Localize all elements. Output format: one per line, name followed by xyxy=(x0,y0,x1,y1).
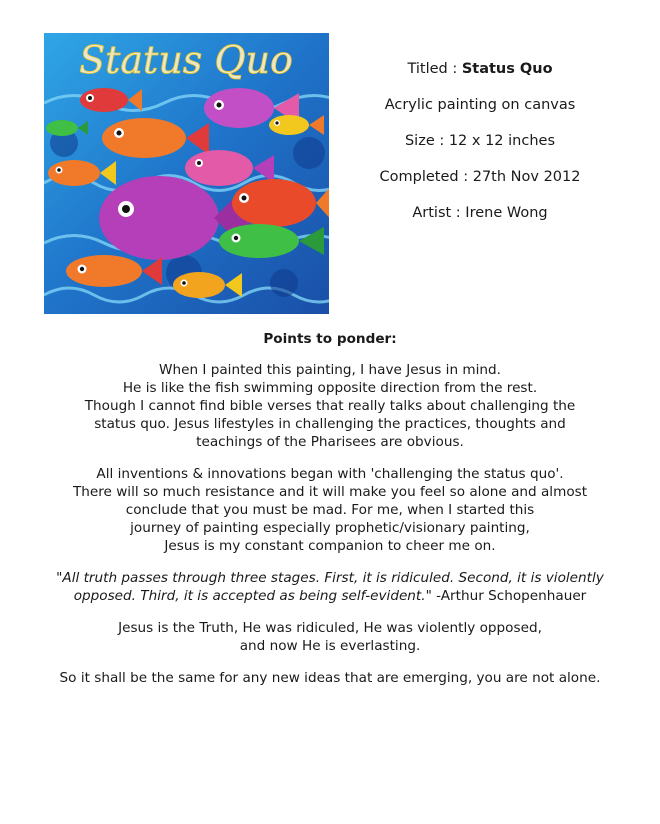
text-line: All inventions & innovations began with 'challenging the status quo'. xyxy=(96,466,564,482)
text-line: journey of painting especially prophetic/visionary painting, xyxy=(130,520,530,536)
text-line: So it shall be the same for any new ideas that are emerging, you are not alone. xyxy=(59,670,601,686)
painting-art xyxy=(44,33,329,314)
paragraph-1 xyxy=(40,361,620,451)
size-line: Size : 12 x 12 inches xyxy=(404,133,556,149)
quote-author: -Arthur Schopenhauer xyxy=(431,588,587,604)
titled-line xyxy=(364,60,596,96)
paragraph-4 xyxy=(40,619,620,655)
text-line: He is like the fish swimming opposite direction from the rest. xyxy=(122,380,538,396)
artist-line: Artist : Irene Wong xyxy=(412,205,548,221)
text-line: Jesus is the Truth, He was ridiculed, He was violently opposed, xyxy=(118,620,542,636)
painting-title-text: Status Quo xyxy=(79,38,293,82)
medium-line: Acrylic painting on canvas xyxy=(384,97,576,113)
titled-value: Status Quo xyxy=(461,61,553,77)
text-line: When I painted this painting, I have Jesus in mind. xyxy=(159,362,501,378)
text-line: There will so much resistance and it will make you feel so alone and almost xyxy=(72,484,588,500)
text-line: conclude that you must be mad. For me, when I started this xyxy=(125,502,535,518)
quote-text: opposed. Third, it is accepted as being self-evident." xyxy=(73,588,432,604)
quote-line xyxy=(40,587,620,605)
completed-line: Completed : 27th Nov 2012 xyxy=(379,169,581,185)
quote-line: "All truth passes through three stages. First, it is ridiculed. Second, it is violently xyxy=(56,570,604,586)
text-line: Jesus is my constant companion to cheer me on. xyxy=(164,538,496,554)
artwork-details xyxy=(364,60,596,240)
text-line: status quo. Jesus lifestyles in challenging the practices, thoughts and xyxy=(94,416,566,432)
titled-label: Titled : xyxy=(407,61,462,77)
reflection-text xyxy=(40,330,620,701)
text-line: teachings of the Pharisees are obvious. xyxy=(196,434,464,450)
status-quo-painting xyxy=(44,33,329,314)
text-line: Though I cannot find bible verses that really talks about challenging the xyxy=(84,398,576,414)
paragraph-5 xyxy=(40,669,620,687)
schopenhauer-quote xyxy=(40,569,620,605)
text-line: and now He is everlasting. xyxy=(239,638,421,654)
paragraph-2 xyxy=(40,465,620,555)
points-heading: Points to ponder: xyxy=(263,331,397,347)
